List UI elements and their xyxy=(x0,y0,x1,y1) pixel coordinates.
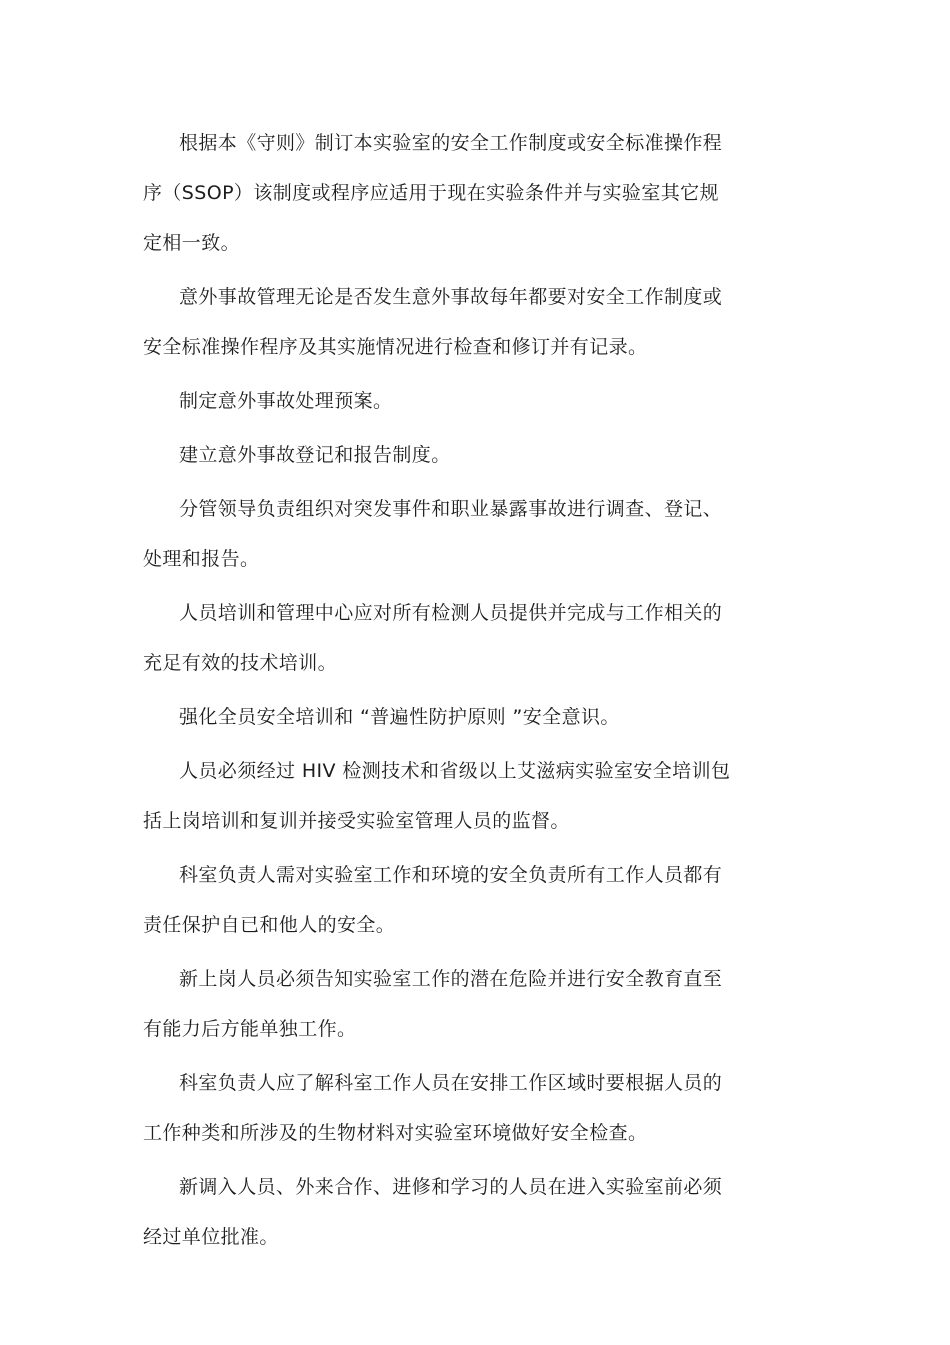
paragraph-line: 新上岗人员必须告知实验室工作的潜在危险并进行安全教育直至 xyxy=(179,968,723,990)
paragraph-line: 序（SSOP）该制度或程序应适用于现在实验条件并与实验室其它规 xyxy=(143,182,719,204)
document-body xyxy=(143,118,783,1266)
paragraph xyxy=(143,1058,783,1158)
paragraph-line: 经过单位批准。 xyxy=(143,1226,279,1248)
paragraph-line: 安全标准操作程序及其实施情况进行检查和修订并有记录。 xyxy=(143,336,648,358)
paragraph xyxy=(143,588,783,688)
paragraph xyxy=(143,376,783,426)
paragraph-line: 工作种类和所涉及的生物材料对实验室环境做好安全检查。 xyxy=(143,1122,648,1144)
paragraph-line: 科室负责人需对实验室工作和环境的安全负责所有工作人员都有 xyxy=(179,864,723,886)
paragraph xyxy=(143,1162,783,1262)
paragraph-line: 人员培训和管理中心应对所有检测人员提供并完成与工作相关的 xyxy=(179,602,723,624)
paragraph-line: 括上岗培训和复训并接受实验室管理人员的监督。 xyxy=(143,810,570,832)
paragraph-line: 制定意外事故处理预案。 xyxy=(179,390,393,412)
paragraph-line: 分管领导负责组织对突发事件和职业暴露事故进行调查、登记、 xyxy=(179,498,723,520)
paragraph xyxy=(143,430,783,480)
paragraph-line: 根据本《守则》制订本实验室的安全工作制度或安全标准操作程 xyxy=(179,132,723,154)
paragraph-line: 定相一致。 xyxy=(143,232,241,254)
paragraph xyxy=(143,954,783,1054)
paragraph-line: 意外事故管理无论是否发生意外事故每年都要对安全工作制度或 xyxy=(179,286,723,308)
paragraph xyxy=(143,850,783,950)
paragraph xyxy=(143,272,783,372)
paragraph-line: 科室负责人应了解科室工作人员在安排工作区域时要根据人员的 xyxy=(179,1072,723,1094)
paragraph-line: 新调入人员、外来合作、进修和学习的人员在进入实验室前必须 xyxy=(179,1176,723,1198)
paragraph xyxy=(143,746,783,846)
paragraph-line: 处理和报告。 xyxy=(143,548,260,570)
paragraph-line: 责任保护自已和他人的安全。 xyxy=(143,914,396,936)
paragraph xyxy=(143,484,783,584)
paragraph-line: 充足有效的技术培训。 xyxy=(143,652,338,674)
paragraph xyxy=(143,118,783,268)
paragraph xyxy=(143,692,783,742)
paragraph-line: 人员必须经过 HIV 检测技术和省级以上艾滋病实验室安全培训包 xyxy=(179,760,731,782)
paragraph-line: 强化全员安全培训和 “普遍性防护原则 ”安全意识。 xyxy=(179,706,620,728)
paragraph-line: 建立意外事故登记和报告制度。 xyxy=(179,444,451,466)
paragraph-line: 有能力后方能单独工作。 xyxy=(143,1018,357,1040)
